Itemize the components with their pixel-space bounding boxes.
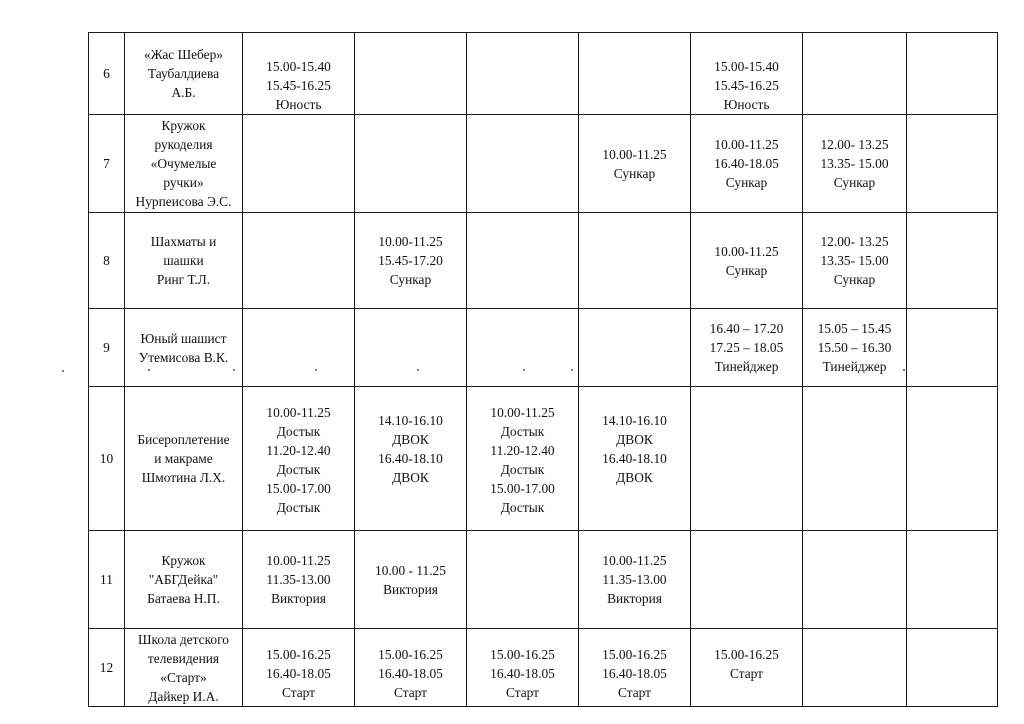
schedule-cell — [907, 387, 998, 531]
table-row — [89, 33, 998, 115]
row-number: 12 — [89, 629, 125, 707]
row-number: 11 — [89, 531, 125, 629]
club-name: Кружок рукоделия «Очумелые ручки» Нурпеисова Э.С. — [125, 115, 243, 213]
table-row — [89, 387, 998, 531]
schedule-cell — [579, 309, 691, 387]
schedule-cell: 16.40 – 17.20 17.25 – 18.05 Тинейджер — [691, 309, 803, 387]
schedule-cell: 15.00-15.40 15.45-16.25 Юность — [691, 33, 803, 115]
schedule-cell: 15.00-16.25 Старт — [691, 629, 803, 707]
schedule-cell — [243, 115, 355, 213]
schedule-cell: 10.00-11.25 11.35-13.00 Виктория — [579, 531, 691, 629]
schedule-cell: 10.00 - 11.25 Виктория — [355, 531, 467, 629]
schedule-cell — [579, 33, 691, 115]
table-row — [89, 115, 998, 213]
club-name: Кружок "АБГДейка" Батаева Н.П. — [125, 531, 243, 629]
schedule-cell — [907, 629, 998, 707]
schedule-cell — [243, 213, 355, 309]
table-row — [89, 309, 998, 387]
schedule-cell: 15.00-15.40 15.45-16.25 Юность — [243, 33, 355, 115]
schedule-cell: 12.00- 13.25 13.35- 15.00 Сункар — [803, 213, 907, 309]
schedule-cell: 10.00-11.25 11.35-13.00 Виктория — [243, 531, 355, 629]
schedule-cell: 15.00-16.25 16.40-18.05 Старт — [579, 629, 691, 707]
schedule-cell — [691, 387, 803, 531]
schedule-cell — [355, 115, 467, 213]
row-number: 10 — [89, 387, 125, 531]
club-name: Школа детского телевидения «Старт» Дайкер И.А. — [125, 629, 243, 707]
scan-speck — [903, 369, 905, 371]
schedule-cell: 10.00-11.25 15.45-17.20 Сункар — [355, 213, 467, 309]
schedule-cell: 15.00-16.25 16.40-18.05 Старт — [355, 629, 467, 707]
schedule-cell — [907, 33, 998, 115]
scan-speck — [233, 369, 235, 371]
schedule-cell — [803, 387, 907, 531]
schedule-cell: 10.00-11.25 16.40-18.05 Сункар — [691, 115, 803, 213]
schedule-cell: 14.10-16.10 ДВОК 16.40-18.10 ДВОК — [355, 387, 467, 531]
schedule-cell: 15.05 – 15.45 15.50 – 16.30 Тинейджер — [803, 309, 907, 387]
club-name: Шахматы и шашки Ринг Т.Л. — [125, 213, 243, 309]
schedule-cell — [467, 115, 579, 213]
scan-speck — [62, 370, 64, 372]
schedule-cell — [907, 115, 998, 213]
scan-speck — [523, 369, 525, 371]
schedule-cell — [467, 33, 579, 115]
club-name: Юный шашист Утемисова В.К. — [125, 309, 243, 387]
schedule-cell — [579, 213, 691, 309]
schedule-cell — [907, 213, 998, 309]
scan-speck — [148, 369, 150, 371]
schedule-cell — [355, 33, 467, 115]
schedule-cell — [803, 629, 907, 707]
row-number: 6 — [89, 33, 125, 115]
schedule-cell: 10.00-11.25 Сункар — [691, 213, 803, 309]
scan-speck — [571, 369, 573, 371]
schedule-cell — [907, 531, 998, 629]
table-row — [89, 213, 998, 309]
row-number: 8 — [89, 213, 125, 309]
schedule-cell — [355, 309, 467, 387]
schedule-cell: 10.00-11.25 Сункар — [579, 115, 691, 213]
schedule-cell — [907, 309, 998, 387]
schedule-cell — [467, 309, 579, 387]
schedule-cell: 15.00-16.25 16.40-18.05 Старт — [243, 629, 355, 707]
schedule-cell: 10.00-11.25 Достык 11.20-12.40 Достык 15.00-17.00 Достык — [467, 387, 579, 531]
club-name: «Жас Шебер» Таубалдиева А.Б. — [125, 33, 243, 115]
schedule-cell: 15.00-16.25 16.40-18.05 Старт — [467, 629, 579, 707]
row-number: 7 — [89, 115, 125, 213]
schedule-cell: 10.00-11.25 Достык 11.20-12.40 Достык 15.00-17.00 Достык — [243, 387, 355, 531]
schedule-cell — [803, 531, 907, 629]
schedule-cell — [243, 309, 355, 387]
schedule-table — [88, 32, 998, 707]
schedule-cell — [467, 531, 579, 629]
schedule-cell — [467, 213, 579, 309]
club-name: Бисероплетение и макраме Шмотина Л.Х. — [125, 387, 243, 531]
schedule-cell: 14.10-16.10 ДВОК 16.40-18.10 ДВОК — [579, 387, 691, 531]
scan-speck — [417, 369, 419, 371]
schedule-cell: 12.00- 13.25 13.35- 15.00 Сункар — [803, 115, 907, 213]
table-row — [89, 629, 998, 707]
row-number: 9 — [89, 309, 125, 387]
scan-speck — [315, 369, 317, 371]
table-row — [89, 531, 998, 629]
schedule-cell — [803, 33, 907, 115]
schedule-cell — [691, 531, 803, 629]
